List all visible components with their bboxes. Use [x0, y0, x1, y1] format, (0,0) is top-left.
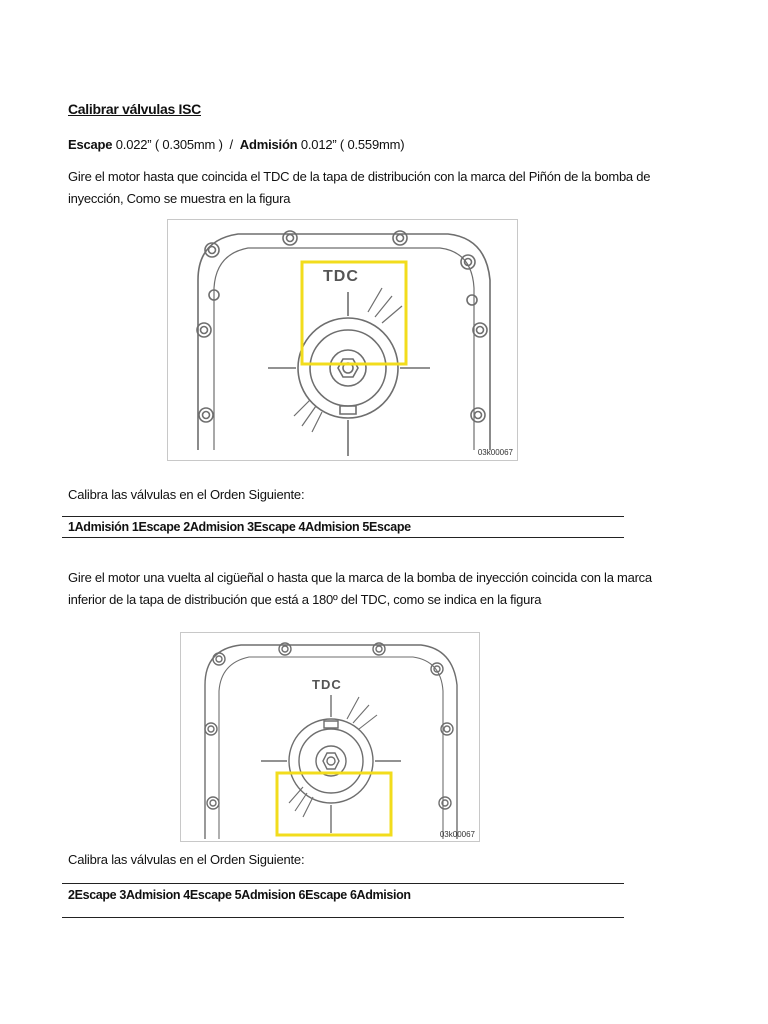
figure-code: 03k00067	[477, 448, 513, 457]
clearance-spec	[68, 137, 404, 152]
figure-code: 03k00067	[439, 830, 475, 839]
timing-cover-figure-180	[180, 632, 480, 842]
valve-order-box	[62, 883, 624, 918]
spec-separator: /	[229, 137, 233, 152]
exhaust-label: Escape	[68, 137, 113, 152]
page-title: Calibrar válvulas ISC	[68, 101, 201, 117]
timing-cover-figure-tdc	[167, 219, 518, 461]
timing-cover-drawing	[181, 633, 479, 841]
valve-order-box	[62, 516, 624, 538]
valve-order: 2Escape 3Admision 4Escape 5Admision 6Escape 6Admision	[68, 888, 411, 902]
exhaust-value: 0.022” ( 0.305mm )	[115, 137, 223, 152]
intake-value: 0.012” ( 0.559mm)	[300, 137, 405, 152]
timing-cover-drawing	[168, 220, 517, 460]
step1-instruction: Gire el motor hasta que coincida el TDC de la tapa de distribución con la marca del Piñón de la bomba de inyección, Como se muestra en la figura	[68, 169, 651, 206]
tdc-label: TDC	[323, 268, 359, 285]
order-label: Calibra las válvulas en el Orden Siguiente:	[68, 487, 305, 502]
tdc-label: TDC	[312, 677, 342, 692]
valve-order: 1Admisión 1Escape 2Admision 3Escape 4Admision 5Escape	[68, 520, 411, 534]
intake-label: Admisión	[239, 137, 298, 152]
order-label: Calibra las válvulas en el Orden Siguiente:	[68, 852, 305, 867]
step2-instruction: Gire el motor una vuelta al cigüeñal o hasta que la marca de la bomba de inyección coincida con la marca inferior de la tapa de distribución que está a 180º del TDC, como se indica en la figura	[68, 570, 652, 607]
